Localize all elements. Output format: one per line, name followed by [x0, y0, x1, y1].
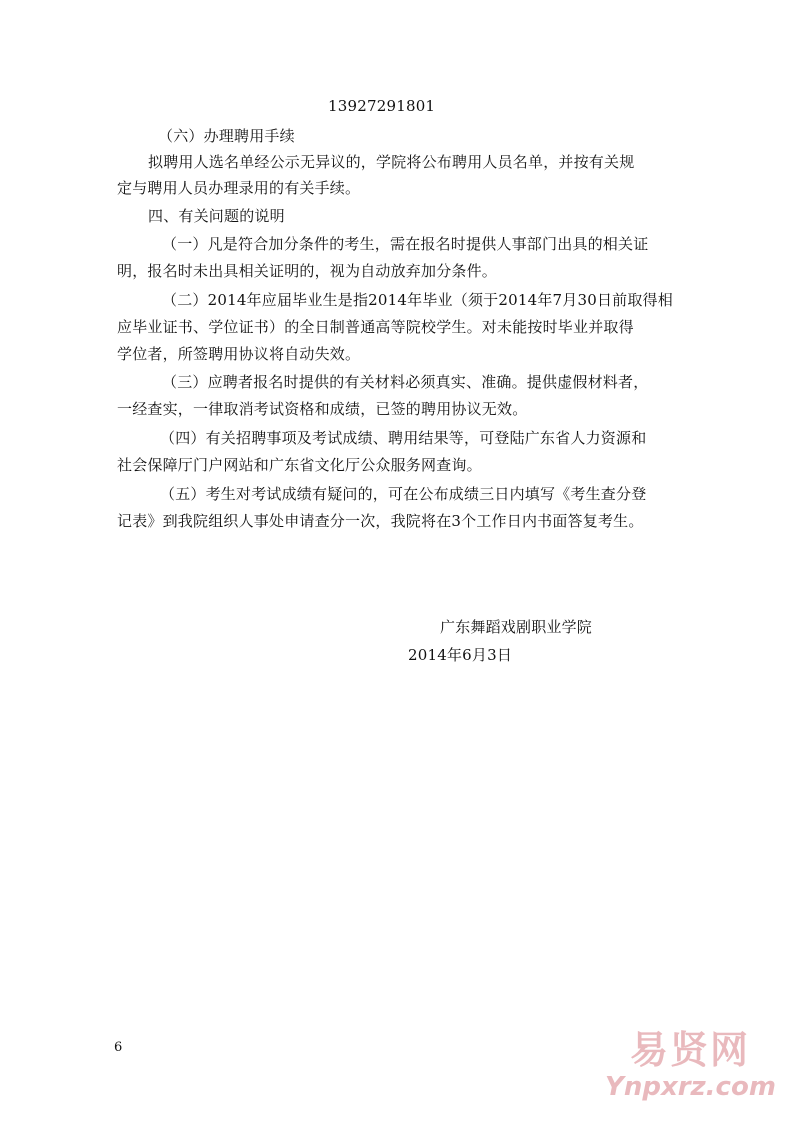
- item-2-line-3: 学位者，所签聘用协议将自动失效。: [117, 345, 361, 363]
- contact-phone: 13927291801: [328, 97, 436, 115]
- item-3-line-2: 一经查实，一律取消考试资格和成绩，已签的聘用协议无效。: [117, 400, 528, 418]
- item-2-line-2: 应毕业证书、学位证书）的全日制普通高等院校学生。对未能按时毕业并取得: [117, 318, 634, 336]
- section-6-heading: （六）办理聘用手续: [158, 127, 295, 145]
- item-5-line-1: （五）考生对考试成绩有疑问的，可在公布成绩三日内填写《考生查分登: [160, 485, 647, 503]
- watermark-title: 易贤网: [629, 1028, 750, 1072]
- item-4-line-2: 社会保障厅门户网站和广东省文化厅公众服务网查询。: [117, 456, 482, 474]
- section-6-body-line-1: 拟聘用人选名单经公示无异议的，学院将公布聘用人员名单，并按有关规: [148, 153, 635, 171]
- item-4-line-1: （四）有关招聘事项及考试成绩、聘用结果等，可登陆广东省人力资源和: [160, 429, 647, 447]
- watermark-logo: [605, 1028, 775, 1114]
- item-1-line-2: 明，报名时未出具相关证明的，视为自动放弃加分条件。: [117, 262, 498, 280]
- item-2-line-1: （二）2014年应届毕业生是指2014年毕业（须于2014年7月30日前取得相: [162, 291, 673, 309]
- section-6-body-line-2: 定与聘用人员办理录用的有关手续。: [117, 179, 361, 197]
- item-5-line-2: 记表》到我院组织人事处申请查分一次，我院将在3个工作日内书面答复考生。: [117, 512, 644, 530]
- signature-organization: 广东舞蹈戏剧职业学院: [440, 618, 593, 636]
- signature-date: 2014年6月3日: [408, 646, 513, 664]
- page-number: 6: [114, 1040, 123, 1055]
- item-3-line-1: （三）应聘者报名时提供的有关材料必须真实、准确。提供虚假材料者，: [162, 373, 649, 391]
- item-1-line-1: （一）凡是符合加分条件的考生，需在报名时提供人事部门出具的相关证: [162, 235, 649, 253]
- part-4-heading: 四、有关问题的说明: [148, 207, 285, 225]
- watermark-domain: Ynpxrz.com: [605, 1072, 776, 1102]
